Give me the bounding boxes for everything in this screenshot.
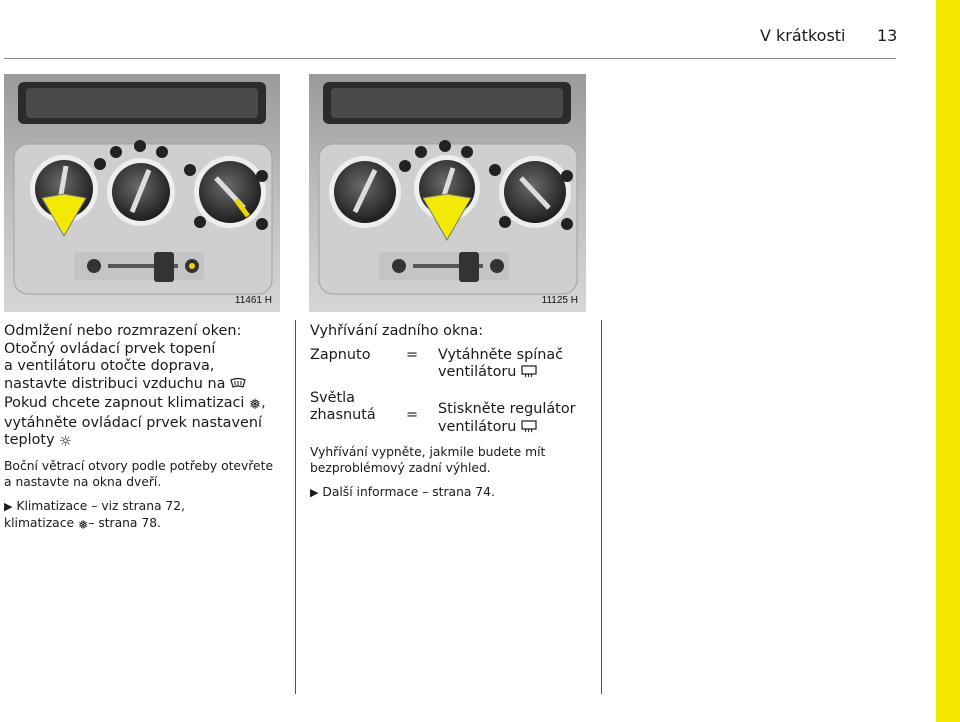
body-line: Boční větrací otvory podle potřeby otevřete [4,458,274,473]
figure-number: 11461 H [234,295,272,306]
figure-heater-controls-defrost [4,74,280,312]
reference-line: ▶ Další informace – strana 74. [310,485,495,499]
column-divider [601,320,602,694]
windscreen-defrost-icon [230,377,246,396]
body-line: Vyhřívání vypněte, jakmile budete mít [310,445,546,459]
rear-window-heating-icon [521,365,537,384]
header-rule [4,58,896,59]
heading-line: nastavte distribuci vzduchu na [4,376,292,396]
bullet-arrow-icon: ▶ [310,486,319,499]
description: Vytáhněte spínač ventilátoru [438,347,596,384]
figure-heater-controls-rear-window [309,74,586,312]
heading-line: a ventilátoru otočte doprava, [4,358,215,374]
equals: = [406,346,419,363]
reference-line: klimatizace ❅– strana 78. [4,515,161,532]
heading-line: Pokud chcete zapnout klimatizaci ❅, [4,395,266,413]
section-title: V krátkosti [760,26,846,45]
term: Zapnuto [310,346,371,363]
rear-window-heating-icon [521,420,537,439]
air-conditioning-snowflake-icon: ❅ [249,397,262,413]
heading-line: vytáhněte ovládací prvek nastavení [4,414,262,431]
bullet-arrow-icon: ▶ [4,499,13,513]
yellow-edge-bar [936,0,960,722]
heading-line: Odmlžení nebo rozmrazení oken: [4,323,242,339]
temperature-sun-icon: ☼ [59,434,73,450]
term: Světla zhasnutá [310,389,376,423]
right-column [310,323,596,501]
reference-line: ▶ Klimatizace – viz strana 72, [4,498,185,513]
instruction-table [310,347,596,439]
equals: = [406,407,419,423]
heading-line: teploty ☼ [4,432,73,450]
description: Stiskněte regulátor ventilátoru [438,390,596,439]
figure-number: 11125 H [541,295,578,306]
column-divider [295,320,296,694]
table-row [310,390,596,439]
heading-line: Otočný ovládací prvek topení [4,340,216,357]
body-line: a nastavte na okna dveří. [4,474,162,489]
left-column [4,323,292,533]
body-line: bezproblémový zadní výhled. [310,461,491,475]
air-conditioning-snowflake-icon: ❅ [77,517,89,532]
section-heading: Vyhřívání zadního okna: [310,323,484,339]
table-row [310,347,596,384]
page-number: 13 [877,26,898,45]
